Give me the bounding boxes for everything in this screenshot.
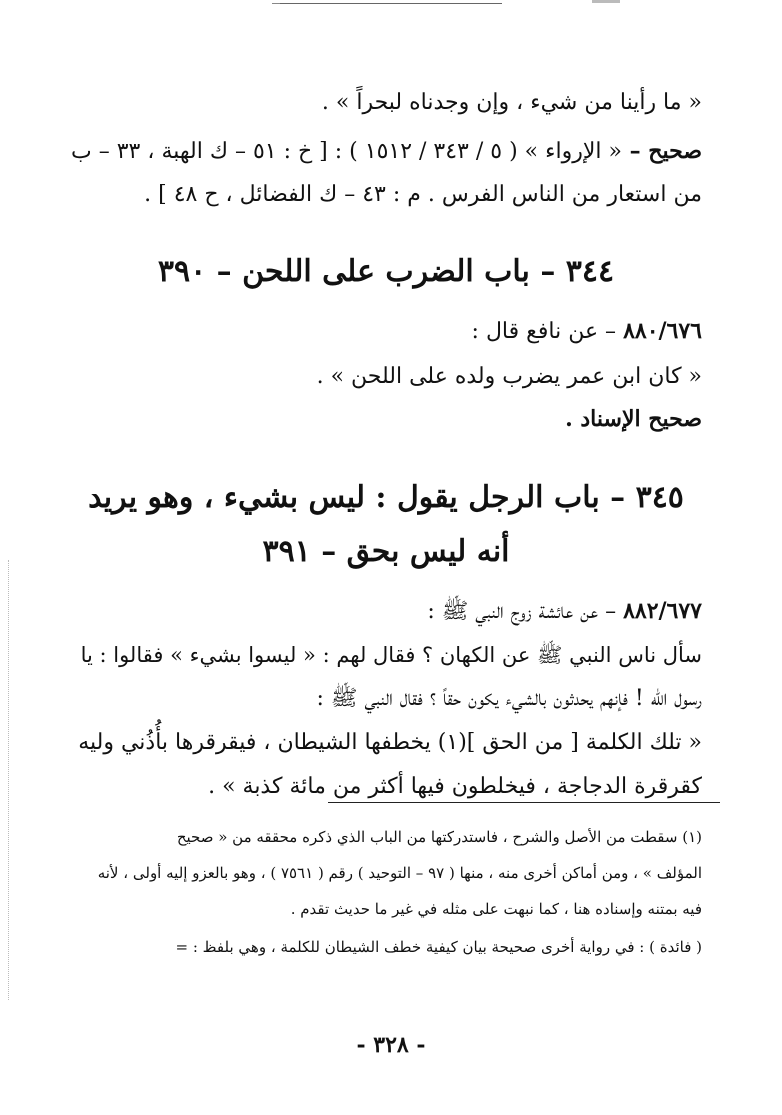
text-line-10	[78, 728, 702, 758]
grading-label: صحيح الإسناد .	[565, 406, 702, 432]
hadith-text: رسول الله ! فإنهم يحدثون بالشيء يكون حقاً ؟ فقال النبي ﷺ :	[316, 686, 702, 711]
chapter-heading-345-line-1: ٣٤٥ – باب الرجل يقول : ليس بشيء ، وهو يريد	[88, 480, 684, 515]
text-line-8	[81, 640, 702, 670]
footnote-separator	[328, 802, 720, 803]
text-line-7	[427, 596, 702, 627]
footnote-line-1: (١) سقطت من الأصل والشرح ، فاستدركتها من الباب الذي ذكره محققه من « صحيح	[176, 828, 702, 846]
narrator-text: – عن عائشة زوج النبي ﷺ :	[427, 599, 624, 624]
footnote-line-3: فيه بمتنه وإسناده هنا ، كما نبهت على مثله في غير ما حديث تقدم .	[290, 900, 702, 918]
text-line-5	[317, 362, 702, 392]
page-number: - ٣٢٨ -	[356, 1032, 426, 1058]
quote-text: « ما رأينا من شيء ، وإن وجدناه لبحراً » .	[321, 90, 702, 115]
text-line-9	[316, 684, 702, 714]
page-edge-shadow	[8, 560, 10, 1000]
hadith-text: سأل ناس النبي ﷺ عن الكهان ؟ فقال لهم : « ليسوا بشيء » فقالوا : يا	[80, 643, 702, 667]
hadith-number: ٨٨٠/٦٧٦	[623, 318, 702, 344]
top-rule	[280, 3, 502, 4]
chapter-heading-345-line-2: أنه ليس بحق – ٣٩١	[262, 534, 510, 569]
text-line-4	[472, 316, 702, 347]
text-line-6	[565, 404, 702, 434]
top-edge-smudge	[592, 0, 620, 3]
chapter-heading-344: ٣٤٤ – باب الضرب على اللحن – ٣٩٠	[157, 254, 615, 289]
text-line-1	[322, 88, 702, 118]
grading-label: صحيح –	[621, 138, 702, 164]
hadith-number: ٨٨٢/٦٧٧	[623, 598, 702, 624]
quote-text: « كان ابن عمر يضرب ولده على اللحن » .	[316, 364, 702, 389]
hadith-text: كقرقرة الدجاجة ، فيخلطون فيها أكثر من مائة كذبة » .	[208, 774, 702, 799]
footnote-line-2: المؤلف » ، ومن أماكن أخرى منه ، منها ( ٩٧ – التوحيد ) رقم ( ٧٥٦١ ) ، وهو بالعزو إليه أولى ، لأنه	[97, 864, 702, 882]
text-line-3	[144, 180, 702, 210]
text-line-11	[208, 772, 702, 802]
reference-text: « الإرواء » ( ٥ / ٣٤٣ / ١٥١٢ ) : [ خ : ٥١ – ك الهبة ، ٣٣ – ب	[71, 139, 622, 164]
hadith-text: « تلك الكلمة [ من الحق ](١) يخطفها الشيطان ، فيقرقرها بأُذُني وليه	[78, 730, 702, 755]
footnote-line-4: ( فائدة ) : في رواية أخرى صحيحة بيان كيفية خطف الشيطان للكلمة ، وهي بلفظ : =	[175, 938, 702, 956]
reference-text-continued: من استعار من الناس الفرس . م : ٤٣ – ك الفضائل ، ح ٤٨ ] .	[144, 182, 702, 207]
narrator-text: – عن نافع قال :	[471, 319, 624, 344]
text-line-2	[71, 136, 702, 167]
